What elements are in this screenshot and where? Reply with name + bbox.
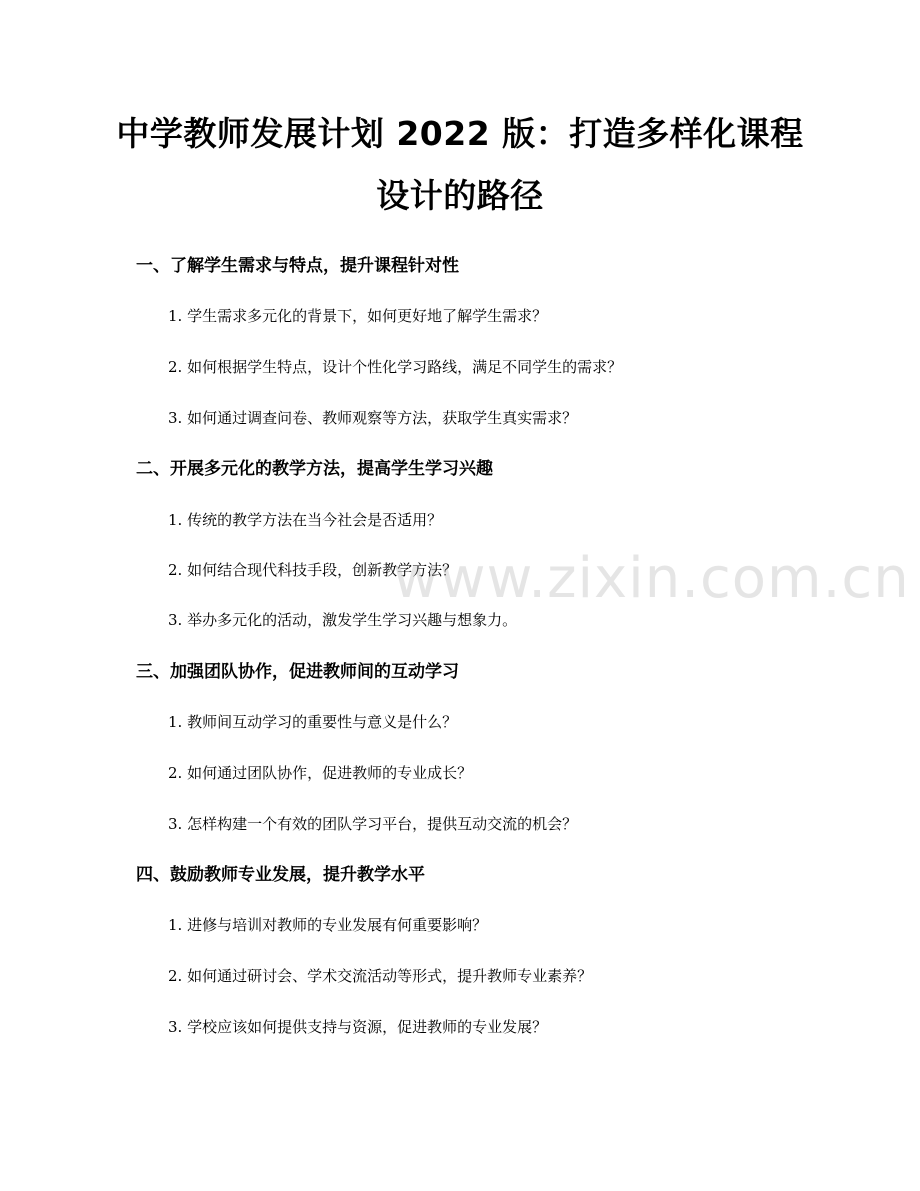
watermark-text: www.zixin.com.cn bbox=[393, 546, 910, 611]
list-item: 1. 传统的教学方法在当今社会是否适用？ bbox=[168, 511, 443, 529]
list-item: 3. 怎样构建一个有效的团队学习平台，提供互动交流的机会？ bbox=[168, 815, 578, 833]
list-item: 3. 学校应该如何提供支持与资源，促进教师的专业发展？ bbox=[168, 1018, 548, 1036]
list-item: 2. 如何通过研讨会、学术交流活动等形式，提升教师专业素养？ bbox=[168, 967, 593, 985]
list-item: 3. 举办多元化的活动，激发学生学习兴趣与想象力。 bbox=[168, 611, 518, 629]
section-heading-4: 四、鼓励教师专业发展，提升教学水平 bbox=[136, 865, 425, 885]
list-item: 2. 如何通过团队协作，促进教师的专业成长？ bbox=[168, 764, 473, 782]
document-title-line-2: 设计的路径 bbox=[376, 176, 544, 215]
section-heading-2: 二、开展多元化的教学方法，提高学生学习兴趣 bbox=[136, 459, 493, 479]
list-item: 1. 学生需求多元化的背景下，如何更好地了解学生需求？ bbox=[168, 307, 548, 325]
list-item: 1. 教师间互动学习的重要性与意义是什么？ bbox=[168, 713, 458, 731]
list-item: 2. 如何结合现代科技手段，创新教学方法？ bbox=[168, 561, 458, 579]
section-heading-1: 一、了解学生需求与特点，提升课程针对性 bbox=[136, 256, 459, 276]
section-heading-3: 三、加强团队协作，促进教师间的互动学习 bbox=[136, 662, 459, 682]
list-item: 1. 进修与培训对教师的专业发展有何重要影响？ bbox=[168, 916, 488, 934]
list-item: 3. 如何通过调查问卷、教师观察等方法，获取学生真实需求？ bbox=[168, 409, 578, 427]
document-title-line-1: 中学教师发展计划 2022 版：打造多样化课程 bbox=[116, 114, 804, 153]
list-item: 2. 如何根据学生特点，设计个性化学习路线，满足不同学生的需求？ bbox=[168, 358, 623, 376]
